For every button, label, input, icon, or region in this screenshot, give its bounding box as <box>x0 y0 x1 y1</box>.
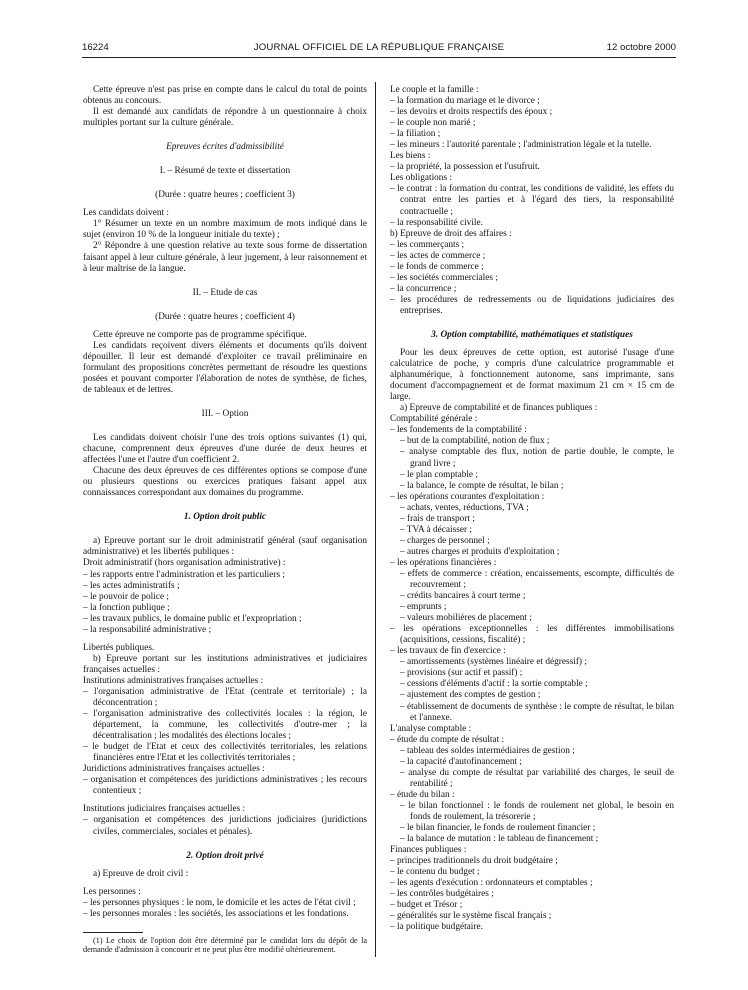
right-paragraph: – étude du bilan : <box>390 789 455 800</box>
right-paragraph: a) Epreuve de comptabilité et de finances publiques : <box>400 403 598 414</box>
right-paragraph: – les contrôles budgétaires ; <box>390 889 494 900</box>
right-paragraph: – les actes de commerce ; <box>390 250 486 261</box>
left-paragraph: Les candidats reçoivent divers éléments et documents qu'ils doivent dépouiller. Il leur est demandé d'exploiter ce travail préliminaire en formulant des propositions concrètes permettant de résoudre les questions posées et pouvant comporter l'élaboration de notes de synthèse, de fiches, de tableaux et de lettres. <box>83 340 367 395</box>
right-paragraph: – emprunts ; <box>400 602 447 613</box>
left-paragraph: 2. Option droit privé <box>186 850 264 861</box>
right-paragraph: – le contenu du budget ; <box>390 867 480 878</box>
right-paragraph: b) Epreuve de droit des affaires : <box>390 228 512 239</box>
right-paragraph: – tableau des soldes intermédiaires de gestion ; <box>400 745 575 756</box>
right-paragraph: – les mineurs : l'autorité parentale ; l'administration légale et la tutelle. <box>390 140 652 151</box>
left-paragraph: Libertés publiques. <box>83 642 155 653</box>
left-paragraph: – les personnes morales : les sociétés, les associations et les fondations. <box>83 908 349 919</box>
left-paragraph: Les candidats doivent : <box>83 208 169 219</box>
right-paragraph: Le couple et la famille : <box>390 85 479 95</box>
right-paragraph: – les opérations financières : <box>390 557 497 568</box>
right-paragraph: – valeurs mobilières de placement ; <box>400 613 532 624</box>
left-paragraph: II. – Etude de cas <box>192 287 258 298</box>
right-paragraph: L'analyse comptable : <box>390 723 472 734</box>
right-paragraph: – principes traditionnels du droit budgétaire ; <box>390 856 558 867</box>
page-number: 16224 <box>82 42 109 53</box>
right-paragraph: – la politique budgétaire. <box>390 922 483 933</box>
right-paragraph: – analyse comptable des flux, notion de partie double, le compte, le grand livre ; <box>400 447 674 469</box>
right-paragraph: – la balance de mutation : le tableau de financement ; <box>400 834 599 845</box>
right-paragraph: – le couple non marié ; <box>390 118 476 129</box>
left-paragraph: – la responsabilité administrative ; <box>83 624 212 635</box>
left-paragraph: 2° Répondre à une question relative au texte sous forme de dissertation faisant appel à leur culture générale, à leur jugement, à leur raisonnement et à leur maîtrise de la langue. <box>83 241 367 274</box>
right-paragraph: – ajustement des comptes de gestion ; <box>400 690 541 701</box>
right-paragraph: – les travaux de fin d'exercice : <box>390 646 506 657</box>
left-paragraph: – les travaux publics, le domaine public et l'expropriation ; <box>83 613 302 624</box>
right-paragraph: – établissement de documents de synthèse : le compte de résultat, le bilan et l'annexe. <box>400 701 674 723</box>
right-paragraph: Pour les deux épreuves de cette option, est autorisé l'usage d'une calculatrice de poche, y compris d'une calculatrice programmable et alphanumérique, à fonctionnement autonome, sans imprimante, sans document d'accompagnement et de format maximum 21 cm × 15 cm de large. <box>390 348 674 403</box>
left-paragraph: – les actes administratifs ; <box>83 580 180 591</box>
right-paragraph: Comptabilité générale : <box>390 414 478 425</box>
right-paragraph: – la balance, le compte de résultat, le bilan ; <box>400 480 564 491</box>
left-paragraph: I. – Résumé de texte et dissertation <box>159 166 291 177</box>
right-paragraph: – le plan comptable ; <box>400 469 478 480</box>
right-paragraph: Les obligations : <box>390 173 452 184</box>
right-paragraph: – la formation du mariage et le divorce ; <box>390 96 540 107</box>
left-paragraph: – le budget de l'Etat et ceux des collectivités territoriales, les relations financières entre l'Etat et les collectivités territoriales ; <box>83 742 367 764</box>
left-paragraph: a) Epreuve portant sur le droit administratif général (sauf organisation administrative) et les libertés publiques : <box>83 536 367 558</box>
issue-date: 12 octobre 2000 <box>606 42 676 53</box>
right-paragraph: Les biens : <box>390 151 431 162</box>
left-paragraph: Institutions administratives françaises actuelles : <box>83 675 264 686</box>
right-paragraph: – les procédures de redressements ou de liquidations judiciaires des entreprises. <box>390 294 674 316</box>
left-paragraph: Cette épreuve n'est pas prise en compte dans le calcul du total de points obtenus au concours. <box>83 85 367 107</box>
right-paragraph: – cessions d'éléments d'actif : la sortie comptable ; <box>400 679 588 690</box>
left-paragraph: Juridictions administratives françaises actuelles : <box>83 764 265 775</box>
right-column <box>390 85 674 934</box>
left-paragraph: – l'organisation administrative de l'Etat (centrale et territoriale) ; la déconcentration ; <box>83 686 367 709</box>
right-paragraph: – les opérations courantes d'exploitation : <box>390 491 545 502</box>
right-paragraph: – les opérations exceptionnelles : les différentes immobilisations (acquisitions, cessions, fiscalité) ; <box>390 624 674 646</box>
left-column <box>83 85 367 955</box>
right-paragraph: – les sociétés commerciales ; <box>390 272 498 283</box>
right-paragraph: – frais de transport ; <box>400 513 475 524</box>
right-paragraph: – étude du compte de résultat : <box>390 734 505 745</box>
left-paragraph: Cette épreuve ne comporte pas de programme spécifique. <box>93 329 307 340</box>
right-paragraph: – budget et Trésor ; <box>390 900 463 911</box>
right-paragraph: – autres charges et produits d'exploitation ; <box>400 546 560 557</box>
right-paragraph: 3. Option comptabilité, mathématiques et statistiques <box>431 329 633 340</box>
journal-title: JOURNAL OFFICIEL DE LA RÉPUBLIQUE FRANÇAISE <box>253 42 505 53</box>
right-paragraph: – effets de commerce : création, encaissements, escompte, difficultés de recouvrement ; <box>400 568 674 591</box>
right-paragraph: – le fonds de commerce ; <box>390 261 484 272</box>
left-paragraph: – la fonction publique ; <box>83 602 170 613</box>
left-paragraph: 1° Résumer un texte en un nombre maximum de mots indiqué dans le sujet (environ 10 % de la longueur initiale du texte) ; <box>83 219 367 241</box>
left-paragraph: a) Epreuve de droit civil : <box>93 868 189 879</box>
right-paragraph: – TVA à décaisser ; <box>400 524 472 535</box>
right-paragraph: – la capacité d'autofinancement ; <box>400 756 522 767</box>
left-paragraph: – les personnes physiques : le nom, le domicile et les actes de l'état civil ; <box>83 897 356 908</box>
left-paragraph: – organisation et compétences des juridictions judiciaires (juridictions civiles, commerciales, sociales et pénales). <box>83 815 367 837</box>
left-paragraph: Il est demandé aux candidats de répondre à un questionnaire à choix multiples portant sur la culture générale. <box>83 107 367 129</box>
footnote: (1) Le choix de l'option doit être déterminé par le candidat lors du dépôt de la demande d'admission à concourir et ne peut plus être modifié ultérieurement. <box>83 935 367 955</box>
right-paragraph: – charges de personnel ; <box>400 535 490 546</box>
right-paragraph: – la propriété, la possession et l'usufruit. <box>390 162 540 173</box>
right-paragraph: – crédits bancaires à court terme ; <box>400 591 526 602</box>
right-paragraph: – les commerçants ; <box>390 239 465 250</box>
column-divider <box>375 82 376 957</box>
right-paragraph: – la responsabilité civile. <box>390 217 483 228</box>
left-paragraph: (Durée : quatre heures ; coefficient 3) <box>155 190 295 201</box>
right-paragraph: – but de la comptabilité, notion de flux ; <box>400 436 550 447</box>
left-paragraph: – l'organisation administrative des collectivités locales : la région, le département, la commune, les collectivités d'outre-mer ; la décentralisation ; les modalités des élections locales ; <box>83 709 367 742</box>
left-paragraph: – le pouvoir de police ; <box>83 591 169 602</box>
right-paragraph: – la filiation ; <box>390 129 441 140</box>
header-rule <box>82 57 676 58</box>
left-paragraph: Les candidats doivent choisir l'une des trois options suivantes (1) qui, chacune, comprennent deux épreuves d'une durée de deux heures et affectées l'une et l'autre d'un coefficient 2. <box>83 433 367 466</box>
right-paragraph: – les fondements de la comptabilité : <box>390 425 527 436</box>
footnote-rule <box>83 932 143 933</box>
left-paragraph: Chacune des deux épreuves de ces différentes options se compose d'une ou plusieurs questions ou exercices pratiques faisant appel aux connaissances correspondant aux domaines du programme. <box>83 466 367 499</box>
right-paragraph: – les agents d'exécution : ordonnateurs et comptables ; <box>390 878 593 889</box>
right-paragraph: – généralités sur le système fiscal français ; <box>390 911 552 922</box>
right-paragraph: – la concurrence ; <box>390 283 457 294</box>
left-paragraph: Droit administratif (hors organisation administrative) : <box>83 558 286 569</box>
left-paragraph: – les rapports entre l'administration et les particuliers ; <box>83 569 286 580</box>
right-paragraph: – analyse du compte de résultat par variabilité des charges, le seuil de rentabilité ; <box>400 767 674 789</box>
right-paragraph: – les devoirs et droits respectifs des époux ; <box>390 107 553 118</box>
left-paragraph: 1. Option droit public <box>183 512 267 523</box>
right-paragraph: – le bilan fonctionnel : le fonds de roulement net global, le besoin en fonds de roulement, la trésorerie ; <box>400 800 674 822</box>
left-paragraph: Institutions judiciaires françaises actuelles : <box>83 804 246 815</box>
right-paragraph: Finances publiques : <box>390 845 467 856</box>
right-paragraph: – amortissements (systèmes linéaire et dégressif) ; <box>400 657 587 668</box>
left-paragraph: Epreuves écrites d'admissibilité <box>166 142 284 153</box>
right-paragraph: – le bilan financier, le fonds de roulement financier ; <box>400 823 596 834</box>
left-paragraph: Les personnes : <box>83 886 141 897</box>
left-paragraph: III. – Option <box>201 408 249 419</box>
page-header <box>82 40 676 56</box>
right-paragraph: – provisions (sur actif et passif) ; <box>400 668 523 679</box>
left-paragraph: b) Epreuve portant sur les institutions administratives et judiciaires françaises actuelles : <box>83 653 367 675</box>
left-paragraph: – organisation et compétences des juridictions administratives ; les recours contentieux ; <box>83 775 367 797</box>
right-paragraph: – le contrat : la formation du contrat, les conditions de validité, les effets du contrat entre les parties et à l'égard des tiers, la responsabilité contractuelle ; <box>390 184 674 217</box>
right-paragraph: – achats, ventes, réductions, TVA ; <box>400 502 529 513</box>
left-paragraph: (Durée : quatre heures ; coefficient 4) <box>155 311 295 322</box>
